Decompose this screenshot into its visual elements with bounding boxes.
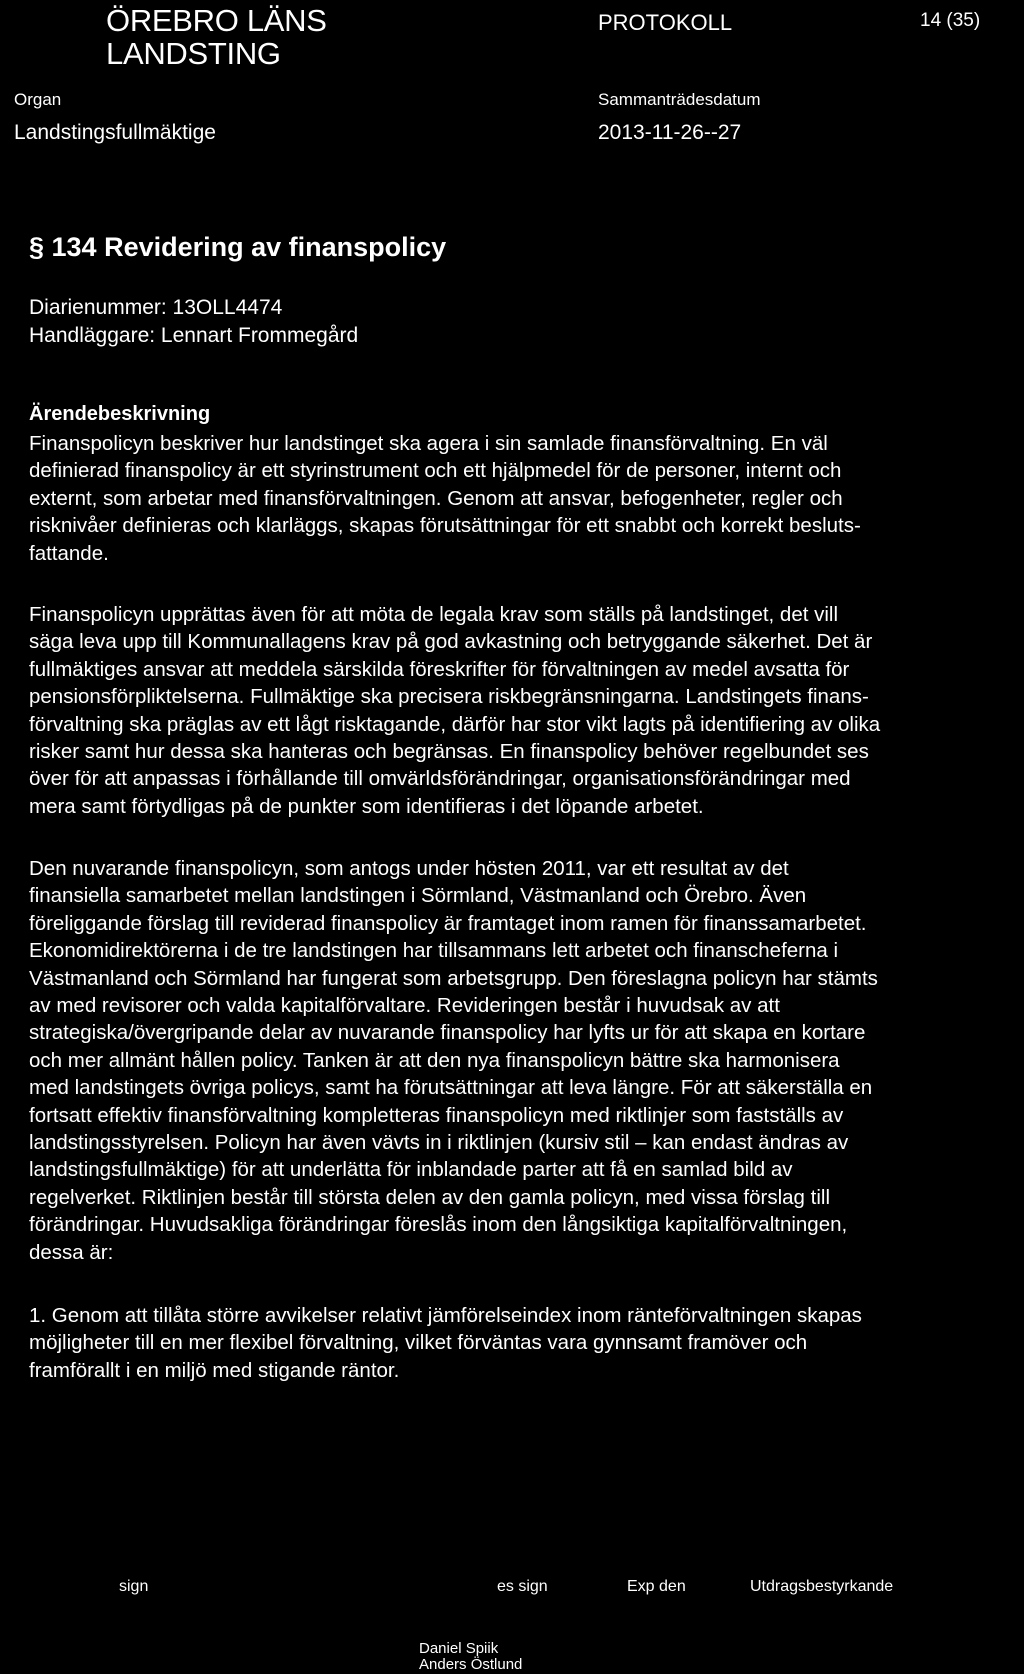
paragraph-line: risker samt hur dessa ska hanteras och begränsas. En finanspolicy behöver regelbundet ses — [29, 740, 869, 764]
footer-adjuster-name-1: Daniel Spiik — [419, 1640, 499, 1657]
paragraph-line: Den nuvarande finanspolicyn, som antogs under hösten 2011, var ett resultat av det — [29, 857, 789, 880]
page-number: 14 (35) — [920, 10, 981, 31]
case-officer: Handläggare: Lennart Frommegård — [29, 324, 359, 347]
paragraph-line: möjligheter till en mer flexibel förvaltning, vilket förväntas vara gynnsamt framöver och — [29, 1331, 808, 1355]
document-type: PROTOKOLL — [598, 10, 733, 35]
case-description-heading: Ärendebeskrivning — [29, 403, 211, 425]
paragraph-line: över för att anpassas i förhållande till omvärldsförändringar, organisationsförändringar med — [29, 767, 851, 791]
paragraph-line: Västmanland och Sörmland har fungerat som arbetsgrupp. Den föreslagna policyn har stämts — [29, 966, 878, 990]
paragraph-2 — [29, 601, 1019, 820]
section-title: § 134 Revidering av finanspolicy — [29, 232, 447, 262]
paragraph-line: finansiella samarbetet mellan landstingen i Sörmland, Västmanland och Örebro. Även — [29, 884, 807, 908]
paragraph-line: dessa är: — [29, 1240, 114, 1264]
paragraph-1 — [29, 430, 1019, 567]
case-number: Diarienummer: 13OLL4474 — [29, 296, 283, 319]
paragraph-line: fortsatt effektiv finansförvaltning kompletteras finanspolicyn med riktlinjer som fastställs av — [29, 1103, 844, 1127]
organ-value: Landstingsfullmäktige — [14, 121, 216, 144]
footer-adjuster-name-2: Anders Östlund — [419, 1656, 523, 1673]
paragraph-line: förändringar. Huvudsakliga förändringar föreslås inom den långsiktiga kapitalförvaltningen, — [29, 1213, 848, 1237]
paragraph-line: risknivåer definieras och klarläggs, skapas förutsättningar för ett snabbt och korrekt besluts- — [29, 514, 861, 538]
paragraph-4 — [29, 1302, 1019, 1384]
organization-name-line-1: ÖREBRO LÄNS — [106, 3, 327, 38]
paragraph-3 — [29, 855, 1019, 1266]
paragraph-line: Finanspolicyn upprättas även för att möta de legala krav som ställs på landstinget, det vill — [29, 603, 839, 626]
meeting-date-label: Sammanträdesdatum — [598, 90, 761, 109]
organization-name-line-2: LANDSTING — [106, 36, 281, 71]
paragraph-line: landstingsfullmäktige) för att underlätta för inblandade parter att få en samlad bild av — [29, 1158, 793, 1182]
paragraph-line: definierad finanspolicy är ett styrinstrument och ett hjälpmedel för de personer, internt och — [29, 459, 842, 483]
paragraph-line: fattande. — [29, 541, 109, 565]
paragraph-line: och mer allmänt hållen policy. Tanken är att den nya finanspolicyn bättre ska harmonisera — [29, 1048, 840, 1072]
organ-label: Organ — [14, 90, 62, 109]
paragraph-line: föreliggande förslag till reviderad finanspolicy är framtaget inom ramen för finanssamarbetet. — [29, 911, 867, 935]
footer-adjuster-sign-label: es sign — [497, 1578, 548, 1595]
paragraph-line: framförallt i en miljö med stigande räntor. — [29, 1358, 400, 1382]
paragraph-line: säga leva upp till Kommunallagens krav på god avkastning och betryggande säkerhet. Det är — [29, 630, 873, 654]
meeting-date-value: 2013-11-26--27 — [598, 121, 742, 144]
paragraph-line: fullmäktiges ansvar att meddela särskilda föreskrifter för förvaltningen av medel avsatta för — [29, 657, 850, 681]
paragraph-line: regelverket. Riktlinjen består till största delen av den gamla policyn, med vissa förslag till — [29, 1185, 831, 1209]
paragraph-line: strategiska/övergripande delar av nuvarande finanspolicy har lyfts ur för att skapa en kortare — [29, 1021, 866, 1045]
paragraph-line: 1. Genom att tillåta större avvikelser relativt jämförelseindex inom ränteförvaltningen skapas — [29, 1304, 862, 1327]
paragraph-line: av med revisorer och valda kapitalförvaltare. Revideringen består i huvudsak av att — [29, 994, 780, 1018]
organization-name — [106, 4, 327, 70]
paragraph-line: Finanspolicyn beskriver hur landstinget ska agera i sin samlade finansförvaltning. En väl — [29, 432, 828, 455]
paragraph-line: Ekonomidirektörerna i de tre landstingen har tillsammans lett arbetet och finanscheferna i — [29, 939, 839, 963]
paragraph-line: pensionsförpliktelserna. Fullmäktige ska precisera riskbegränsningarna. Landstingets finans- — [29, 685, 869, 709]
footer-certification-label: Utdragsbestyrkande — [750, 1578, 894, 1595]
footer-sign-label: sign — [119, 1578, 149, 1595]
paragraph-line: externt, som arbetar med finansförvaltningen. Genom att ansvar, befogenheter, regler och — [29, 486, 843, 510]
footer-exp-date-label: Exp den — [627, 1578, 686, 1595]
paragraph-line: med landstingets övriga policys, samt ha förutsättningar att leva längre. För att säkerställa en — [29, 1076, 873, 1100]
paragraph-line: landstingsstyrelsen. Policyn har även vävts in i riktlinjen (kursiv stil – kan endast ändras av — [29, 1131, 849, 1155]
paragraph-line: mera samt förtydligas på de punkter som identifieras i det löpande arbetet. — [29, 794, 704, 818]
paragraph-line: förvaltning ska präglas av ett lågt risktagande, därför har stor vikt lagts på identifiering av olika — [29, 712, 881, 736]
